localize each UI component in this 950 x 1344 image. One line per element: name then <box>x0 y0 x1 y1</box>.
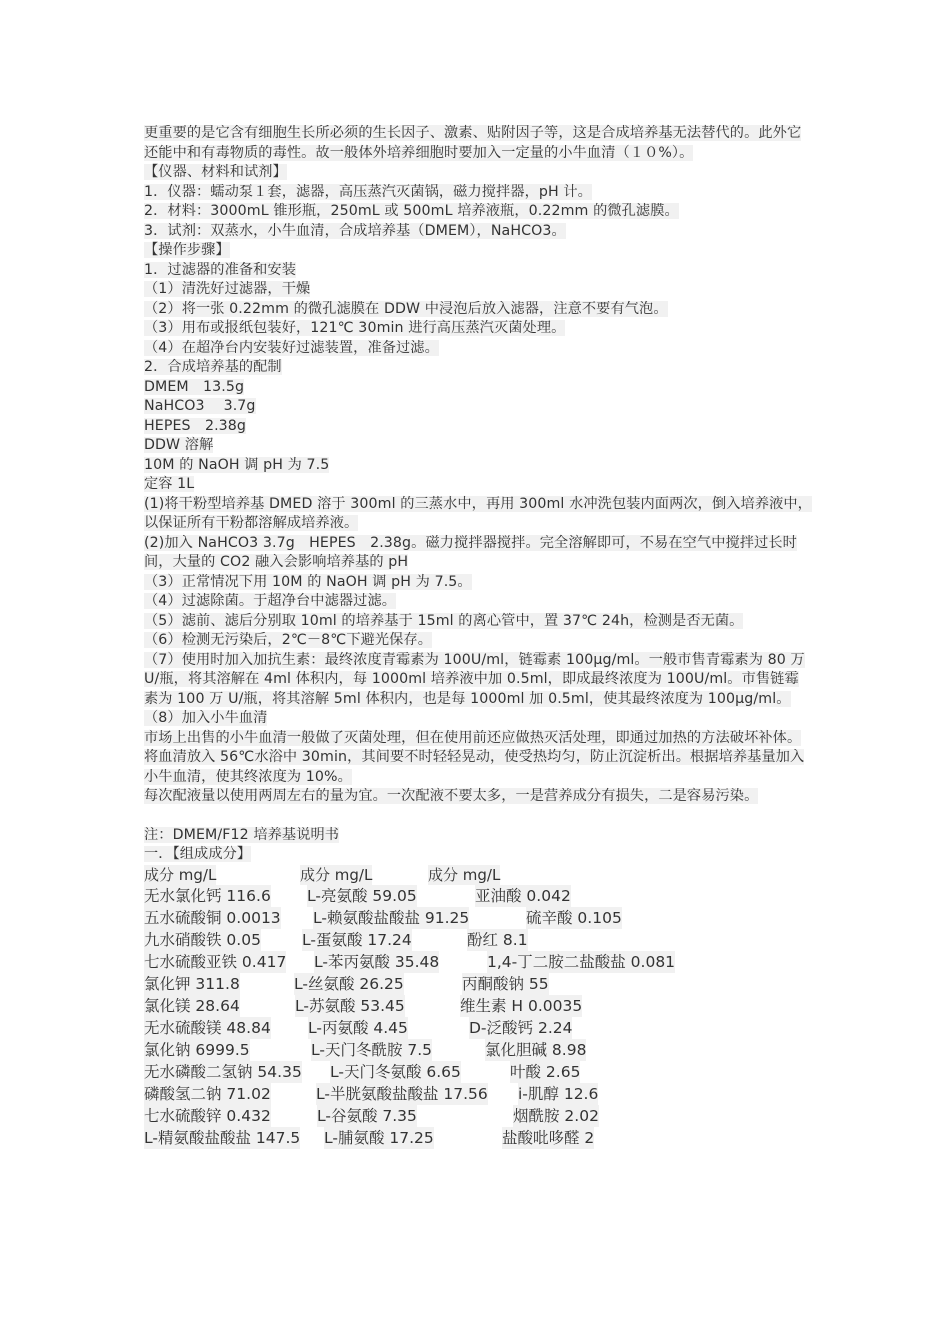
table-cell: L-谷氨酸 7.35 <box>317 1106 417 1125</box>
table-cell: L-苯丙氨酸 35.48 <box>314 952 440 971</box>
procedure-paragraph: （5）滤前、滤后分别取 10ml 的培养基于 15ml 的离心管中，置 37℃ 24h，检测是否无菌。 <box>144 612 744 629</box>
table-cell: 九水硝酸铁 0.05 <box>144 930 261 949</box>
table-row <box>144 929 812 951</box>
table-cell: 氯化镁 28.64 <box>144 996 240 1015</box>
table-cell: 亚油酸 0.042 <box>475 886 571 905</box>
step-line: 2．合成培养基的配制 <box>144 359 282 375</box>
table-cell: 维生素 H 0.0035 <box>460 996 583 1015</box>
table-cell: 氯化胆碱 8.98 <box>485 1040 587 1059</box>
table-row <box>144 995 812 1017</box>
table-cell: D-泛酸钙 2.24 <box>469 1018 573 1037</box>
composition-title: 一．【组成成分】 <box>144 846 252 862</box>
table-cell: 氯化钠 6999.5 <box>144 1040 250 1059</box>
section-heading-steps: 【操作步骤】 <box>144 242 230 258</box>
recipe-line: HEPES 2.38g <box>144 417 247 434</box>
table-cell: 丙酮酸钠 55 <box>462 974 549 993</box>
table-row <box>144 1017 812 1039</box>
table-cell: 七水硫酸亚铁 0.417 <box>144 952 287 971</box>
recipe-line: DDW 溶解 <box>144 437 214 453</box>
table-header-cell: 成分 mg/L <box>300 865 373 884</box>
reagent-line: 3．试剂：双蒸水，小牛血清，合成培养基（DMEM），NaHCO3。 <box>144 222 566 239</box>
table-row <box>144 885 812 907</box>
table-row <box>144 1061 812 1083</box>
table-cell: 七水硫酸锌 0.432 <box>144 1106 271 1125</box>
step-line: 1．过滤器的准备和安装 <box>144 261 297 278</box>
table-cell: 盐酸吡哆醛 2 <box>502 1128 595 1147</box>
step-line: （1）清洗好过滤器，干燥 <box>144 281 311 297</box>
table-cell: 磷酸氢二钠 71.02 <box>144 1084 271 1103</box>
step-line: （3）用布或报纸包装好，121℃ 30min 进行高压蒸汽灭菌处理。 <box>144 320 566 336</box>
intro-paragraph: 更重要的是它含有细胞生长所必须的生长因子、激素、贴附因子等，这是合成培养基无法替代的。此外它还能中和有毒物质的毒性。故一般体外培养细胞时要加入一定量的小牛血清（１０%）。 <box>144 125 802 161</box>
note-title: 注：DMEM/F12 培养基说明书 <box>144 826 340 843</box>
table-cell: L-苏氨酸 53.45 <box>295 996 405 1015</box>
recipe-line: 定容 1L <box>144 476 195 492</box>
procedure-paragraph: 市场上出售的小牛血清一般做了灭菌处理，但在使用前还应做热灭活处理，即通过加热的方法破坏补体。 <box>144 729 802 746</box>
procedure-paragraph: （3）正常情况下用 10M 的 NaOH 调 pH 为 7.5。 <box>144 573 472 590</box>
table-cell: i-肌醇 12.6 <box>518 1084 599 1103</box>
table-cell: 无水硫酸镁 48.84 <box>144 1018 271 1037</box>
table-cell: 氯化钾 311.8 <box>144 974 240 993</box>
table-cell: L-天门冬氨酸 6.65 <box>330 1062 461 1081</box>
table-cell: L-半胱氨酸盐酸盐 17.56 <box>316 1084 488 1103</box>
table-cell: L-天门冬酰胺 7.5 <box>311 1040 433 1059</box>
step-line: （4）在超净台内安装好过滤装置，准备过滤。 <box>144 339 439 356</box>
procedure-paragraph: （6）检测无污染后，2℃－8℃下避光保存。 <box>144 632 433 648</box>
procedure-paragraph: 将血清放入 56℃水浴中 30min，其间要不时轻轻晃动，使受热均匀，防止沉淀析出。根据培养基量加入小牛血清，使其终浓度为 10%。 <box>144 749 805 785</box>
table-cell: 酚红 8.1 <box>467 930 528 949</box>
table-cell: L-赖氨酸盐酸盐 91.25 <box>313 908 470 927</box>
step-line: （2）将一张 0.22mm 的微孔滤膜在 DDW 中浸泡后放入滤器，注意不要有气泡。 <box>144 300 668 317</box>
table-cell: 叶酸 2.65 <box>510 1062 581 1081</box>
table-row <box>144 1105 812 1127</box>
recipe-line: DMEM 13.5g <box>144 378 245 395</box>
procedure-paragraph: (2)加入 NaHCO3 3.7g HEPES 2.38g。磁力搅拌器搅拌。完全溶解即可，不易在空气中搅拌过长时间，大量的 CO2 融入会影响培养基的 pH <box>144 534 797 570</box>
procedure-paragraph: （4）过滤除菌。于超净台中滤器过滤。 <box>144 593 397 609</box>
instrument-line: 1．仪器：蠕动泵１套，滤器，高压蒸汽灭菌锅，磁力搅拌器，pH 计。 <box>144 183 592 200</box>
table-cell: L-丙氨酸 4.45 <box>308 1018 408 1037</box>
table-cell: 硫辛酸 0.105 <box>526 908 622 927</box>
recipe-line: NaHCO3 3.7g <box>144 398 256 414</box>
recipe-line: 10M 的 NaOH 调 pH 为 7.5 <box>144 456 330 473</box>
spacer <box>144 807 812 826</box>
table-cell: L-亮氨酸 59.05 <box>307 886 417 905</box>
material-line: 2．材料：3000mL 锥形瓶，250mL 或 500mL 培养液瓶，0.22mm 的微孔滤膜。 <box>144 203 679 219</box>
table-row <box>144 1083 812 1105</box>
table-row <box>144 1039 812 1061</box>
procedure-paragraph: （8）加入小牛血清 <box>144 710 268 726</box>
document-body <box>144 124 812 1149</box>
table-cell: 无水氯化钙 116.6 <box>144 886 271 905</box>
section-heading-instruments: 【仪器、材料和试剂】 <box>144 164 287 180</box>
table-cell: 五水硫酸铜 0.0013 <box>144 908 281 927</box>
table-row <box>144 951 812 973</box>
table-cell: 无水磷酸二氢钠 54.35 <box>144 1062 302 1081</box>
table-cell: L-脯氨酸 17.25 <box>324 1128 434 1147</box>
table-row <box>144 907 812 929</box>
table-header-cell: 成分 mg/L <box>428 865 501 884</box>
procedure-paragraph: 每次配液量以使用两周左右的量为宜。一次配液不要太多，一是营养成分有损失，二是容易污染。 <box>144 788 759 804</box>
composition-table <box>144 865 812 1149</box>
table-header-row <box>144 865 812 885</box>
table-row <box>144 1127 812 1149</box>
table-cell: L-丝氨酸 26.25 <box>294 974 404 993</box>
table-header-cell: 成分 mg/L <box>144 865 217 884</box>
table-cell: L-蛋氨酸 17.24 <box>302 930 412 949</box>
procedure-paragraph: (1)将干粉型培养基 DMED 溶于 300ml 的三蒸水中，再用 300ml 水冲洗包装内面两次，倒入培养液中，以保证所有干粉都溶解成培养液。 <box>144 495 812 531</box>
table-cell: 1,4-丁二胺二盐酸盐 0.081 <box>487 952 676 971</box>
table-cell: 烟酰胺 2.02 <box>513 1106 599 1125</box>
procedure-paragraph: （7）使用时加入加抗生素：最终浓度青霉素为 100U/ml，链霉素 100μg/ml。一般市售青霉素为 80 万 U/瓶，将其溶解在 4ml 体积内，每 1000ml 培养液中加 0.5ml，即成最终浓度为 100U/ml。市售链霉素为 100 万 U/瓶，将其溶解 5ml 体积内，也是每 1000ml 加 0.5ml，使其最终浓度为 100μg/ml。 <box>144 651 805 707</box>
table-row <box>144 973 812 995</box>
table-cell: L-精氨酸盐酸盐 147.5 <box>144 1128 301 1147</box>
